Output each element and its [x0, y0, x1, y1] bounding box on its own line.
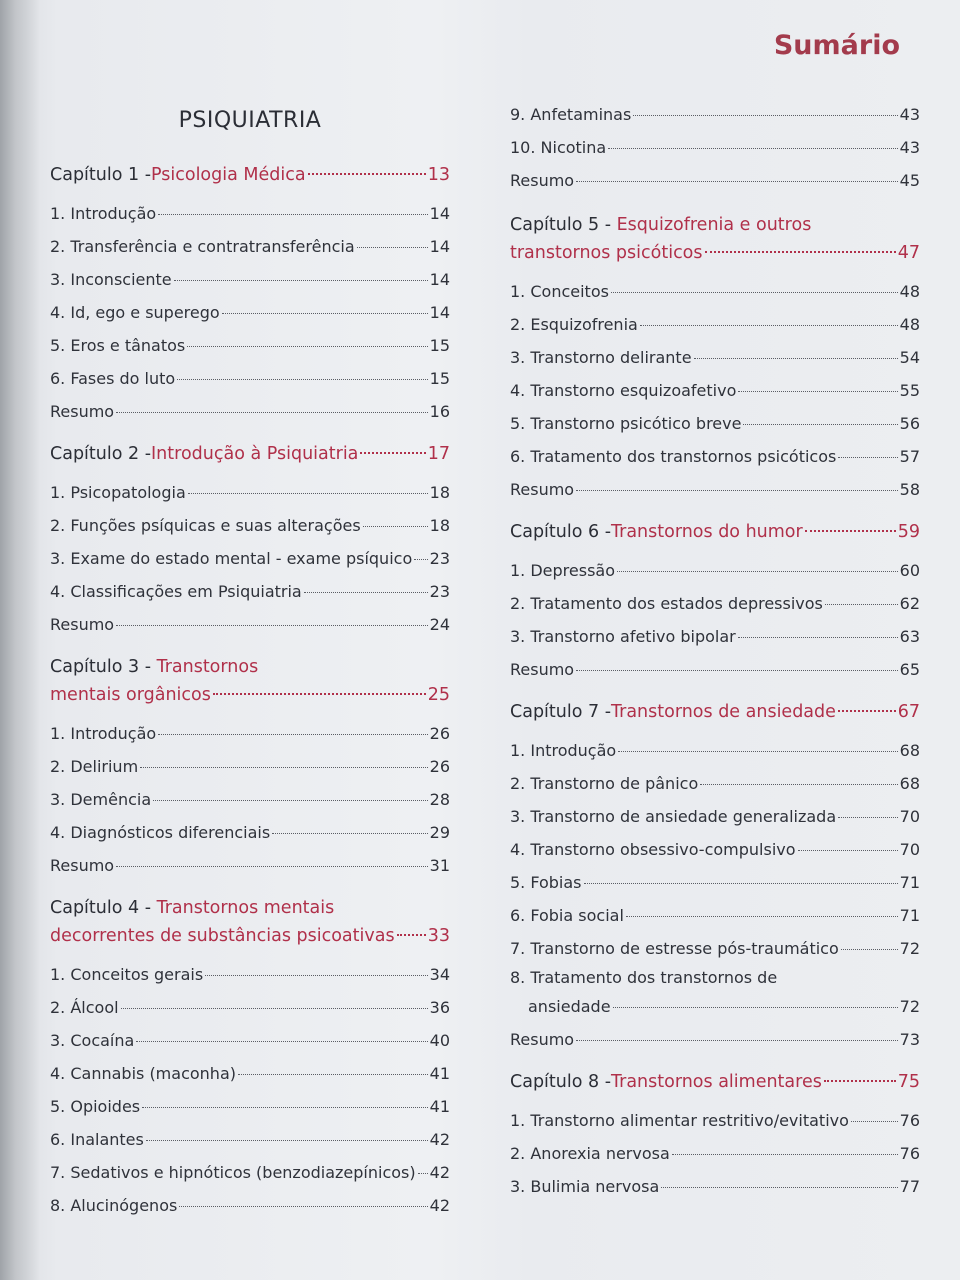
- chapter-block: [50, 440, 450, 641]
- chapter-block: [50, 161, 450, 428]
- toc-entry-page: 24: [429, 615, 450, 634]
- toc-entry-page: 26: [429, 757, 450, 776]
- toc-entry-page: 36: [429, 998, 450, 1017]
- toc-entry: [50, 1156, 450, 1189]
- toc-entry: [50, 849, 450, 882]
- dot-leader: [705, 251, 896, 253]
- toc-entry-page: 28: [429, 790, 450, 809]
- toc-entry: [50, 575, 450, 608]
- toc-entry: [510, 932, 920, 965]
- dot-leader: [700, 784, 897, 785]
- dot-leader: [238, 1074, 428, 1075]
- dot-leader: [576, 670, 898, 671]
- toc-entry: [50, 263, 450, 296]
- dot-leader: [158, 214, 427, 215]
- toc-entry: [50, 1123, 450, 1156]
- toc-entry-page: 57: [899, 447, 920, 466]
- toc-entry-page: 43: [899, 138, 920, 157]
- dot-leader: [617, 571, 898, 572]
- toc-entry: [50, 717, 450, 750]
- toc-entry-label: Resumo: [50, 615, 115, 634]
- chapter-page: 33: [427, 926, 450, 946]
- toc-entry-page: 48: [899, 282, 920, 301]
- toc-entry-page: 43: [899, 105, 920, 124]
- right-chapter-list: [510, 211, 920, 1203]
- toc-entry: [510, 1137, 920, 1170]
- toc-entry-page: 14: [429, 270, 450, 289]
- toc-entry: [50, 197, 450, 230]
- toc-entry-label: 4. Id, ego e superego: [50, 303, 220, 322]
- chapter-heading-line: [50, 653, 450, 681]
- chapter-heading-line: [50, 894, 450, 922]
- toc-entry: [50, 991, 450, 1024]
- toc-entry-page: 29: [429, 823, 450, 842]
- chapter-title-continuation: mentais orgânicos: [50, 685, 211, 705]
- chapter-page: 75: [897, 1072, 920, 1092]
- chapter-page: 47: [897, 243, 920, 263]
- toc-entry: [510, 374, 920, 407]
- chapter-heading-line: [510, 239, 920, 267]
- chapter-title-continuation: decorrentes de substâncias psicoativas: [50, 926, 395, 946]
- toc-entry-page: 26: [429, 724, 450, 743]
- dot-leader: [584, 883, 898, 884]
- toc-entry-page: 42: [429, 1163, 450, 1182]
- dot-leader: [633, 115, 897, 116]
- toc-entry-label: 4. Transtorno esquizoafetivo: [510, 381, 737, 400]
- chapter-heading-line: [510, 518, 920, 546]
- chapter-block: [510, 698, 920, 1056]
- toc-entry-label: 5. Eros e tânatos: [50, 336, 186, 355]
- toc-entry-label: 3. Inconsciente: [50, 270, 172, 289]
- toc-entry-page: 41: [429, 1097, 450, 1116]
- toc-entry: [510, 554, 920, 587]
- dot-leader: [805, 530, 896, 532]
- toc-entry-label: 2. Funções psíquicas e suas alterações: [50, 516, 361, 535]
- dot-leader: [613, 1007, 898, 1008]
- toc-entry-label: Resumo: [510, 171, 575, 190]
- dot-leader: [188, 493, 428, 494]
- dot-leader: [222, 313, 428, 314]
- toc-entry-page: 70: [899, 840, 920, 859]
- toc-entry-label: 2. Transferência e contratransferência: [50, 237, 355, 256]
- page-binding-shadow: [0, 0, 40, 1280]
- toc-entry-label: 2. Transtorno de pânico: [510, 774, 699, 793]
- chapter-block: [510, 211, 920, 506]
- toc-entry-label: 3. Transtorno delirante: [510, 348, 692, 367]
- dot-leader: [841, 949, 898, 950]
- dot-leader: [158, 734, 427, 735]
- toc-entry: [510, 341, 920, 374]
- toc-entry-label: 3. Demência: [50, 790, 152, 809]
- chapter-heading: [510, 211, 920, 267]
- chapter-title-continuation: transtornos psicóticos: [510, 243, 703, 263]
- toc-entry-page: 14: [429, 204, 450, 223]
- toc-entry-label: 2. Álcool: [50, 998, 119, 1017]
- dot-leader: [116, 625, 428, 626]
- dot-leader: [363, 526, 428, 527]
- chapter-title: Esquizofrenia e outros: [616, 215, 812, 235]
- chapter-heading-line: [510, 698, 920, 726]
- dot-leader: [743, 424, 897, 425]
- chapter-title: Transtornos alimentares: [611, 1072, 822, 1092]
- dot-leader: [825, 604, 898, 605]
- chapter-heading: [50, 440, 450, 468]
- toc-entry-page: 48: [899, 315, 920, 334]
- toc-entry-page: 68: [899, 774, 920, 793]
- chapter-number: Capítulo 8 -: [510, 1072, 612, 1092]
- dot-leader: [397, 934, 426, 936]
- toc-entry-page: 55: [899, 381, 920, 400]
- chapter-title: Psicologia Médica: [151, 165, 306, 185]
- dot-leader: [121, 1008, 428, 1009]
- dot-leader: [116, 866, 428, 867]
- toc-entry-page: 71: [899, 906, 920, 925]
- toc-entry-page: 42: [429, 1196, 450, 1215]
- dot-leader: [608, 148, 897, 149]
- toc-entry-page: 73: [899, 1030, 920, 1049]
- dot-leader: [142, 1107, 428, 1108]
- left-chapter-list: [50, 161, 450, 1222]
- toc-entry-page: 72: [899, 939, 920, 958]
- toc-entry: [510, 131, 920, 164]
- toc-entry: [510, 734, 920, 767]
- toc-entry: [510, 620, 920, 653]
- chapter-heading: [50, 894, 450, 950]
- toc-entry-label: 3. Bulimia nervosa: [510, 1177, 660, 1196]
- toc-entry-label: 6. Inalantes: [50, 1130, 144, 1149]
- chapter-heading-line: [50, 440, 450, 468]
- toc-entry-page: 77: [899, 1177, 920, 1196]
- chapter-title: Introdução à Psiquiatria: [151, 444, 359, 464]
- toc-entry-label: 9. Anfetaminas: [510, 105, 632, 124]
- toc-entry: [510, 800, 920, 833]
- toc-entry: [50, 542, 450, 575]
- toc-entry: [50, 230, 450, 263]
- toc-entry-label: 1. Transtorno alimentar restritivo/evitativo: [510, 1111, 849, 1130]
- toc-entry-page: 14: [429, 237, 450, 256]
- toc-entry-page: 68: [899, 741, 920, 760]
- toc-entry-label: 6. Fases do luto: [50, 369, 176, 388]
- toc-entry-label: 3. Transtorno afetivo bipolar: [510, 627, 736, 646]
- toc-entry-label: Resumo: [510, 480, 575, 499]
- toc-entry-continuation: [510, 990, 920, 1023]
- toc-entry: [50, 608, 450, 641]
- chapter-title: Transtornos: [156, 657, 259, 677]
- toc-entry: [50, 362, 450, 395]
- chapter-heading: [510, 518, 920, 546]
- toc-entry: [510, 308, 920, 341]
- toc-entry: [50, 958, 450, 991]
- toc-entry-page: 63: [899, 627, 920, 646]
- toc-entry: [50, 783, 450, 816]
- dot-leader: [308, 173, 426, 175]
- dot-leader: [838, 710, 896, 712]
- toc-entry-label: 4. Classificações em Psiquiatria: [50, 582, 302, 601]
- toc-entry-label: 1. Psicopatologia: [50, 483, 186, 502]
- toc-entry-label: 7. Transtorno de estresse pós-traumático: [510, 939, 839, 958]
- dot-leader: [611, 292, 898, 293]
- toc-entry: [510, 98, 920, 131]
- chapter-heading-line: [50, 161, 450, 189]
- chapter-number: Capítulo 7 -: [510, 702, 612, 722]
- toc-entry-label: Resumo: [510, 660, 575, 679]
- toc-entry: [50, 329, 450, 362]
- toc-entry: [510, 833, 920, 866]
- toc-entry: [510, 965, 920, 990]
- dot-leader: [174, 280, 428, 281]
- toc-entry-label: 4. Cannabis (maconha): [50, 1064, 236, 1083]
- toc-entry: [510, 866, 920, 899]
- section-title: PSIQUIATRIA: [178, 108, 322, 133]
- dot-leader: [618, 751, 897, 752]
- chapter-heading-line: [510, 211, 920, 239]
- dot-leader: [418, 1173, 428, 1174]
- toc-entry-label: 2. Delirium: [50, 757, 139, 776]
- dot-leader: [838, 457, 897, 458]
- toc-entry-label: 3. Transtorno de ansiedade generalizada: [510, 807, 837, 826]
- right-continued-items: [510, 98, 920, 197]
- chapter-heading: [50, 161, 450, 189]
- toc-entry-label: 3. Exame do estado mental - exame psíquico: [50, 549, 413, 568]
- toc-entry: [50, 1024, 450, 1057]
- toc-entry: [50, 296, 450, 329]
- dot-leader: [738, 391, 897, 392]
- chapter-number: Capítulo 2 -: [50, 444, 152, 464]
- toc-entry-label: 8. Tratamento dos transtornos de: [510, 968, 778, 987]
- toc-entry: [510, 1023, 920, 1056]
- dot-leader: [140, 767, 427, 768]
- toc-entry-page: 70: [899, 807, 920, 826]
- chapter-number: Capítulo 5 -: [510, 215, 617, 235]
- toc-entry: [50, 1189, 450, 1222]
- toc-entry-label: 3. Cocaína: [50, 1031, 135, 1050]
- toc-entry-label: 1. Introdução: [50, 724, 157, 743]
- chapter-heading-line: [50, 922, 450, 950]
- chapter-block: [50, 653, 450, 882]
- toc-entry-page: 15: [429, 369, 450, 388]
- toc-entry-label: Resumo: [510, 1030, 575, 1049]
- chapter-heading-line: [50, 681, 450, 709]
- toc-entry-label: 6. Tratamento dos transtornos psicóticos: [510, 447, 837, 466]
- toc-entry-page: 18: [429, 483, 450, 502]
- dot-leader: [640, 325, 898, 326]
- chapter-heading-line: [510, 1068, 920, 1096]
- dot-leader: [851, 1121, 898, 1122]
- dot-leader: [357, 247, 428, 248]
- toc-entry-label: 1. Depressão: [510, 561, 616, 580]
- toc-entry: [50, 476, 450, 509]
- chapter-block: [50, 894, 450, 1222]
- dot-leader: [798, 850, 898, 851]
- toc-entry: [510, 1104, 920, 1137]
- toc-entry: [510, 1170, 920, 1203]
- chapter-number: Capítulo 4 -: [50, 898, 157, 918]
- toc-entry-label: 6. Fobia social: [510, 906, 624, 925]
- toc-entry-page: 31: [429, 856, 450, 875]
- dot-leader: [153, 800, 428, 801]
- toc-entry: [50, 816, 450, 849]
- dot-leader: [576, 1040, 898, 1041]
- toc-entry: [510, 275, 920, 308]
- chapter-page: 67: [897, 702, 920, 722]
- chapter-page: 59: [897, 522, 920, 542]
- toc-entry: [510, 407, 920, 440]
- toc-entry-label: 8. Alucinógenos: [50, 1196, 178, 1215]
- dot-leader: [205, 975, 427, 976]
- right-column: [510, 98, 920, 1215]
- toc-entry: [510, 164, 920, 197]
- dot-leader: [576, 490, 898, 491]
- toc-entry: [50, 1057, 450, 1090]
- toc-entry-label: 2. Esquizofrenia: [510, 315, 638, 334]
- dot-leader: [824, 1080, 896, 1082]
- chapter-heading: [510, 1068, 920, 1096]
- toc-entry: [510, 473, 920, 506]
- toc-entry-label: 2. Anorexia nervosa: [510, 1144, 670, 1163]
- dot-leader: [116, 412, 428, 413]
- toc-entry-label: 7. Sedativos e hipnóticos (benzodiazepínicos): [50, 1163, 416, 1182]
- dot-leader: [146, 1140, 428, 1141]
- toc-entry: [50, 750, 450, 783]
- dot-leader: [838, 817, 898, 818]
- toc-entry-page: 41: [429, 1064, 450, 1083]
- toc-entry-page: 76: [899, 1111, 920, 1130]
- toc-entry-page: 23: [429, 549, 450, 568]
- toc-entry-label: 5. Opioides: [50, 1097, 141, 1116]
- dot-leader: [738, 637, 898, 638]
- toc-entry-label: 4. Diagnósticos diferenciais: [50, 823, 271, 842]
- toc-entry: [510, 587, 920, 620]
- dot-leader: [272, 833, 427, 834]
- toc-entry-label: Resumo: [50, 402, 115, 421]
- toc-entry-page: 14: [429, 303, 450, 322]
- chapter-title: Transtornos mentais: [156, 898, 335, 918]
- toc-entry-label: 1. Conceitos: [510, 282, 609, 301]
- toc-entry-page: 76: [899, 1144, 920, 1163]
- toc-entry-label: 2. Tratamento dos estados depressivos: [510, 594, 823, 613]
- dot-leader: [694, 358, 898, 359]
- toc-entry-page: 23: [429, 582, 450, 601]
- toc-entry-page: 56: [899, 414, 920, 433]
- toc-entry-page: 71: [899, 873, 920, 892]
- chapter-block: [510, 1068, 920, 1203]
- chapter-number: Capítulo 1 -: [50, 165, 152, 185]
- chapter-block: [510, 518, 920, 686]
- toc-entry-label: 1. Introdução: [510, 741, 617, 760]
- toc-entry-page: 72: [899, 997, 920, 1016]
- dot-leader: [414, 559, 427, 560]
- toc-entry-page: 58: [899, 480, 920, 499]
- toc-entry-label: 5. Transtorno psicótico breve: [510, 414, 742, 433]
- toc-entry-page: 62: [899, 594, 920, 613]
- toc-entry: [510, 767, 920, 800]
- chapter-page: 25: [427, 685, 450, 705]
- dot-leader: [360, 452, 425, 454]
- toc-entry-page: 16: [429, 402, 450, 421]
- toc-entry-label: 1. Introdução: [50, 204, 157, 223]
- chapter-page: 13: [427, 165, 450, 185]
- toc-entry-label: 1. Conceitos gerais: [50, 965, 204, 984]
- toc-entry-label: Resumo: [50, 856, 115, 875]
- toc-entry: [510, 653, 920, 686]
- chapter-title: Transtornos de ansiedade: [611, 702, 836, 722]
- toc-entry-page: 34: [429, 965, 450, 984]
- toc-entry-label: 4. Transtorno obsessivo-compulsivo: [510, 840, 796, 859]
- page-header: Sumário: [773, 30, 900, 61]
- toc-entry-page: 42: [429, 1130, 450, 1149]
- toc-entry-label: 10. Nicotina: [510, 138, 607, 157]
- toc-entry-page: 18: [429, 516, 450, 535]
- chapter-title: Transtornos do humor: [611, 522, 803, 542]
- dot-leader: [213, 693, 426, 695]
- toc-entry-label: 5. Fobias: [510, 873, 582, 892]
- toc-entry-page: 45: [899, 171, 920, 190]
- toc-entry: [50, 1090, 450, 1123]
- toc-entry-page: 40: [429, 1031, 450, 1050]
- toc-entry-page: 54: [899, 348, 920, 367]
- toc-entry-label: ansiedade: [528, 997, 611, 1016]
- dot-leader: [304, 592, 428, 593]
- left-column: [50, 100, 450, 1234]
- toc-entry: [50, 395, 450, 428]
- dot-leader: [177, 379, 427, 380]
- dot-leader: [626, 916, 898, 917]
- toc-entry-page: 15: [429, 336, 450, 355]
- dot-leader: [136, 1041, 427, 1042]
- toc-entry: [510, 440, 920, 473]
- toc-entry: [50, 509, 450, 542]
- chapter-number: Capítulo 3 -: [50, 657, 157, 677]
- dot-leader: [187, 346, 427, 347]
- dot-leader: [576, 181, 898, 182]
- chapter-heading: [50, 653, 450, 709]
- toc-entry-page: 65: [899, 660, 920, 679]
- chapter-number: Capítulo 6 -: [510, 522, 612, 542]
- toc-entry: [510, 899, 920, 932]
- toc-entry-page: 60: [899, 561, 920, 580]
- chapter-heading: [510, 698, 920, 726]
- dot-leader: [672, 1154, 898, 1155]
- dot-leader: [179, 1206, 427, 1207]
- dot-leader: [661, 1187, 897, 1188]
- chapter-page: 17: [427, 444, 450, 464]
